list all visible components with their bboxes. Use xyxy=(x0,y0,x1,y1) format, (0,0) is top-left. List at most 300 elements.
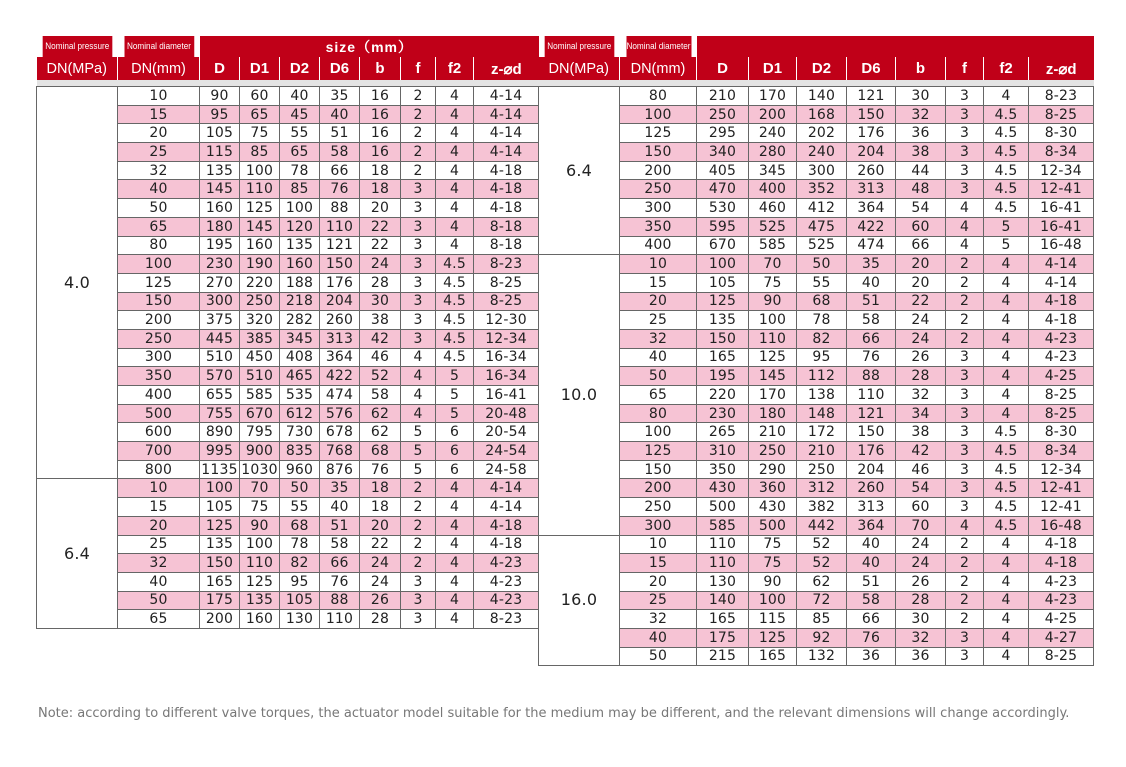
value-cell: 510 xyxy=(240,367,280,386)
value-cell: 45 xyxy=(280,105,320,124)
value-cell: 4 xyxy=(436,498,474,517)
value-cell: 3 xyxy=(946,647,984,666)
value-cell: 68 xyxy=(280,516,320,535)
value-cell: 500 xyxy=(697,498,749,517)
value-cell: 260 xyxy=(320,311,360,330)
value-cell: 75 xyxy=(749,273,797,292)
value-cell: 78 xyxy=(797,311,847,330)
value-cell: 150 xyxy=(847,423,896,442)
value-cell: 4 xyxy=(436,161,474,180)
value-cell: 70 xyxy=(896,516,946,535)
value-cell: 5 xyxy=(436,367,474,386)
value-cell: 85 xyxy=(280,180,320,199)
value-cell: 364 xyxy=(847,199,896,218)
value-cell: 585 xyxy=(697,516,749,535)
diameter-cell: 350 xyxy=(118,367,200,386)
value-cell: 8-23 xyxy=(1029,87,1094,106)
value-cell: 570 xyxy=(200,367,240,386)
value-cell: 172 xyxy=(797,423,847,442)
value-cell: 125 xyxy=(749,628,797,647)
value-cell: 655 xyxy=(200,386,240,405)
left-spec-table xyxy=(36,36,539,629)
value-cell: 90 xyxy=(240,516,280,535)
value-cell: 52 xyxy=(797,554,847,573)
value-cell: 4.5 xyxy=(984,498,1029,517)
value-cell: 430 xyxy=(749,498,797,517)
value-cell: 385 xyxy=(240,329,280,348)
value-cell: 170 xyxy=(749,87,797,106)
value-cell: 16-41 xyxy=(1029,217,1094,236)
value-cell: 54 xyxy=(896,199,946,218)
value-cell: 352 xyxy=(797,180,847,199)
value-cell: 110 xyxy=(320,217,360,236)
value-cell: 22 xyxy=(360,236,401,255)
diameter-cell: 10 xyxy=(118,479,200,498)
value-cell: 168 xyxy=(797,105,847,124)
diameter-cell: 15 xyxy=(620,554,697,573)
value-cell: 876 xyxy=(320,460,360,479)
value-cell: 22 xyxy=(360,217,401,236)
value-cell: 8-25 xyxy=(474,273,539,292)
value-cell: 8-34 xyxy=(1029,442,1094,461)
value-cell: 4 xyxy=(436,143,474,162)
table-row xyxy=(37,479,539,498)
value-cell: 100 xyxy=(280,199,320,218)
value-cell: 412 xyxy=(797,199,847,218)
value-cell: 408 xyxy=(280,348,320,367)
col-header-b: b xyxy=(896,57,946,80)
value-cell: 62 xyxy=(797,572,847,591)
value-cell: 55 xyxy=(280,498,320,517)
value-cell: 2 xyxy=(401,143,436,162)
value-cell: 280 xyxy=(749,143,797,162)
value-cell: 105 xyxy=(697,273,749,292)
table-row xyxy=(539,479,1094,498)
value-cell: 445 xyxy=(200,329,240,348)
value-cell: 4 xyxy=(436,217,474,236)
nominal-diameter-header: Nominal diameter xyxy=(625,36,691,57)
value-cell: 20 xyxy=(896,255,946,274)
diameter-cell: 125 xyxy=(620,124,697,143)
value-cell: 4.5 xyxy=(984,460,1029,479)
value-cell: 422 xyxy=(320,367,360,386)
value-cell: 300 xyxy=(797,161,847,180)
value-cell: 4-18 xyxy=(474,516,539,535)
value-cell: 165 xyxy=(749,647,797,666)
diameter-cell: 40 xyxy=(620,628,697,647)
value-cell: 42 xyxy=(360,329,401,348)
diameter-cell: 65 xyxy=(118,217,200,236)
diameter-cell: 10 xyxy=(118,87,200,106)
value-cell: 4 xyxy=(946,236,984,255)
table-row xyxy=(539,255,1094,274)
value-cell: 115 xyxy=(749,610,797,629)
value-cell: 160 xyxy=(200,199,240,218)
diameter-cell: 25 xyxy=(620,311,697,330)
value-cell: 4.5 xyxy=(984,423,1029,442)
value-cell: 12-41 xyxy=(1029,479,1094,498)
value-cell: 4 xyxy=(436,180,474,199)
value-cell: 76 xyxy=(320,180,360,199)
value-cell: 35 xyxy=(320,479,360,498)
value-cell: 890 xyxy=(200,423,240,442)
value-cell: 4 xyxy=(946,516,984,535)
value-cell: 3 xyxy=(946,628,984,647)
value-cell: 28 xyxy=(360,273,401,292)
value-cell: 4.5 xyxy=(984,180,1029,199)
value-cell: 8-25 xyxy=(1029,404,1094,423)
value-cell: 18 xyxy=(360,479,401,498)
pressure-cell: 10.0 xyxy=(539,255,620,535)
diameter-cell: 150 xyxy=(118,292,200,311)
value-cell: 312 xyxy=(797,479,847,498)
value-cell: 3 xyxy=(946,442,984,461)
value-cell: 4 xyxy=(984,273,1029,292)
value-cell: 4 xyxy=(436,236,474,255)
value-cell: 4-27 xyxy=(1029,628,1094,647)
value-cell: 22 xyxy=(896,292,946,311)
value-cell: 576 xyxy=(320,404,360,423)
diameter-cell: 200 xyxy=(118,311,200,330)
value-cell: 3 xyxy=(401,236,436,255)
col-header-b: b xyxy=(360,57,401,80)
value-cell: 46 xyxy=(360,348,401,367)
value-cell: 24 xyxy=(360,554,401,573)
diameter-cell: 32 xyxy=(620,610,697,629)
value-cell: 835 xyxy=(280,442,320,461)
value-cell: 40 xyxy=(280,87,320,106)
value-cell: 5 xyxy=(436,404,474,423)
value-cell: 120 xyxy=(280,217,320,236)
col-header-D6: D6 xyxy=(320,57,360,80)
value-cell: 135 xyxy=(240,591,280,610)
value-cell: 190 xyxy=(240,255,280,274)
right-spec-table xyxy=(538,36,1094,666)
value-cell: 8-18 xyxy=(474,236,539,255)
value-cell: 24 xyxy=(896,535,946,554)
diameter-cell: 25 xyxy=(118,535,200,554)
value-cell: 2 xyxy=(946,311,984,330)
value-cell: 2 xyxy=(946,572,984,591)
table-row xyxy=(539,554,1094,573)
value-cell: 24 xyxy=(896,329,946,348)
diameter-cell: 25 xyxy=(118,143,200,162)
diameter-cell: 400 xyxy=(118,386,200,405)
value-cell: 30 xyxy=(896,87,946,106)
value-cell: 220 xyxy=(240,273,280,292)
diameter-cell: 150 xyxy=(620,143,697,162)
diameter-cell: 250 xyxy=(620,498,697,517)
value-cell: 50 xyxy=(797,255,847,274)
value-cell: 170 xyxy=(749,386,797,405)
value-cell: 345 xyxy=(280,329,320,348)
value-cell: 4-25 xyxy=(1029,610,1094,629)
col-header-D6: D6 xyxy=(847,57,896,80)
value-cell: 755 xyxy=(200,404,240,423)
value-cell: 405 xyxy=(697,161,749,180)
diameter-cell: 20 xyxy=(118,516,200,535)
table-row xyxy=(539,647,1094,666)
value-cell: 66 xyxy=(847,610,896,629)
value-cell: 320 xyxy=(240,311,280,330)
value-cell: 3 xyxy=(946,479,984,498)
value-cell: 180 xyxy=(200,217,240,236)
value-cell: 16 xyxy=(360,105,401,124)
diameter-cell: 125 xyxy=(620,442,697,461)
table-row xyxy=(539,367,1094,386)
value-cell: 40 xyxy=(847,535,896,554)
value-cell: 450 xyxy=(240,348,280,367)
table-row xyxy=(539,311,1094,330)
value-cell: 65 xyxy=(280,143,320,162)
value-cell: 6 xyxy=(436,442,474,461)
value-cell: 4 xyxy=(984,554,1029,573)
value-cell: 202 xyxy=(797,124,847,143)
value-cell: 52 xyxy=(360,367,401,386)
value-cell: 995 xyxy=(200,442,240,461)
value-cell: 5 xyxy=(401,442,436,461)
table-row xyxy=(539,404,1094,423)
value-cell: 8-25 xyxy=(1029,647,1094,666)
value-cell: 50 xyxy=(280,479,320,498)
value-cell: 90 xyxy=(749,572,797,591)
value-cell: 3 xyxy=(946,180,984,199)
value-cell: 3 xyxy=(401,292,436,311)
table-row xyxy=(539,516,1094,535)
value-cell: 2 xyxy=(946,591,984,610)
diameter-cell: 80 xyxy=(118,236,200,255)
value-cell: 145 xyxy=(240,217,280,236)
value-cell: 30 xyxy=(896,610,946,629)
value-cell: 250 xyxy=(797,460,847,479)
value-cell: 24-58 xyxy=(474,460,539,479)
value-cell: 36 xyxy=(896,124,946,143)
diameter-cell: 125 xyxy=(118,273,200,292)
value-cell: 100 xyxy=(749,591,797,610)
value-cell: 66 xyxy=(847,329,896,348)
value-cell: 3 xyxy=(401,255,436,274)
value-cell: 678 xyxy=(320,423,360,442)
value-cell: 4 xyxy=(984,329,1029,348)
value-cell: 51 xyxy=(320,124,360,143)
value-cell: 345 xyxy=(749,161,797,180)
value-cell: 4-14 xyxy=(1029,255,1094,274)
value-cell: 510 xyxy=(200,348,240,367)
value-cell: 90 xyxy=(749,292,797,311)
value-cell: 2 xyxy=(946,292,984,311)
value-cell: 18 xyxy=(360,498,401,517)
value-cell: 3 xyxy=(401,217,436,236)
value-cell: 340 xyxy=(697,143,749,162)
value-cell: 260 xyxy=(847,479,896,498)
diameter-cell: 300 xyxy=(620,199,697,218)
diameter-cell: 10 xyxy=(620,535,697,554)
value-cell: 313 xyxy=(847,180,896,199)
value-cell: 148 xyxy=(797,404,847,423)
value-cell: 58 xyxy=(360,386,401,405)
value-cell: 3 xyxy=(946,348,984,367)
value-cell: 360 xyxy=(749,479,797,498)
value-cell: 4-23 xyxy=(1029,329,1094,348)
value-cell: 382 xyxy=(797,498,847,517)
value-cell: 4-14 xyxy=(474,143,539,162)
value-cell: 295 xyxy=(697,124,749,143)
value-cell: 16-34 xyxy=(474,367,539,386)
value-cell: 3 xyxy=(946,124,984,143)
left-table-body xyxy=(37,87,539,629)
value-cell: 20 xyxy=(360,516,401,535)
value-cell: 140 xyxy=(697,591,749,610)
value-cell: 16-34 xyxy=(474,348,539,367)
value-cell: 24 xyxy=(896,311,946,330)
value-cell: 12-30 xyxy=(474,311,539,330)
value-cell: 1030 xyxy=(241,461,278,478)
value-cell: 210 xyxy=(697,87,749,106)
value-cell: 115 xyxy=(200,143,240,162)
value-cell: 8-30 xyxy=(1029,423,1094,442)
value-cell: 38 xyxy=(360,311,401,330)
value-cell: 4 xyxy=(436,199,474,218)
value-cell: 160 xyxy=(240,610,280,629)
value-cell: 2 xyxy=(401,516,436,535)
nominal-diameter-header: Nominal diameter xyxy=(123,36,194,57)
value-cell: 135 xyxy=(200,161,240,180)
value-cell: 82 xyxy=(797,329,847,348)
value-cell: 290 xyxy=(749,460,797,479)
value-cell: 145 xyxy=(200,180,240,199)
diameter-cell: 500 xyxy=(118,404,200,423)
value-cell: 138 xyxy=(797,386,847,405)
value-cell: 4.5 xyxy=(984,442,1029,461)
value-cell: 4-18 xyxy=(474,161,539,180)
value-cell: 612 xyxy=(280,404,320,423)
value-cell: 125 xyxy=(240,572,280,591)
value-cell: 150 xyxy=(847,105,896,124)
value-cell: 121 xyxy=(847,87,896,106)
value-cell: 95 xyxy=(797,348,847,367)
diameter-cell: 80 xyxy=(620,87,697,106)
value-cell: 105 xyxy=(280,591,320,610)
value-cell: 3 xyxy=(946,498,984,517)
col-header-D2: D2 xyxy=(280,57,320,80)
value-cell: 2 xyxy=(401,535,436,554)
value-cell: 135 xyxy=(200,535,240,554)
value-cell: 66 xyxy=(320,161,360,180)
value-cell: 92 xyxy=(797,628,847,647)
value-cell: 768 xyxy=(320,442,360,461)
value-cell: 3 xyxy=(401,311,436,330)
diameter-cell: 200 xyxy=(620,161,697,180)
value-cell: 78 xyxy=(280,535,320,554)
value-cell: 46 xyxy=(896,460,946,479)
value-cell: 4-14 xyxy=(1029,273,1094,292)
table-row xyxy=(539,572,1094,591)
diameter-cell: 40 xyxy=(118,180,200,199)
diameter-cell: 50 xyxy=(118,591,200,610)
value-cell: 4 xyxy=(436,87,474,106)
value-cell: 422 xyxy=(847,217,896,236)
value-cell: 230 xyxy=(200,255,240,274)
value-cell: 132 xyxy=(797,647,847,666)
value-cell: 282 xyxy=(280,311,320,330)
value-cell: 4 xyxy=(984,367,1029,386)
value-cell: 474 xyxy=(320,386,360,405)
value-cell: 125 xyxy=(749,348,797,367)
value-cell: 4-18 xyxy=(474,535,539,554)
value-cell: 18 xyxy=(360,161,401,180)
diameter-cell: 80 xyxy=(620,404,697,423)
col-header-D: D xyxy=(697,57,749,80)
value-cell: 58 xyxy=(847,311,896,330)
value-cell: 4-18 xyxy=(474,180,539,199)
value-cell: 2 xyxy=(401,105,436,124)
value-cell: 4 xyxy=(984,404,1029,423)
value-cell: 430 xyxy=(697,479,749,498)
value-cell: 3 xyxy=(401,591,436,610)
table-row xyxy=(539,273,1094,292)
value-cell: 270 xyxy=(200,273,240,292)
value-cell: 36 xyxy=(896,647,946,666)
value-cell: 535 xyxy=(280,386,320,405)
value-cell: 16-41 xyxy=(474,386,539,405)
value-cell: 75 xyxy=(749,554,797,573)
value-cell: 110 xyxy=(847,386,896,405)
table-row xyxy=(539,105,1094,124)
value-cell: 32 xyxy=(896,105,946,124)
value-cell: 730 xyxy=(280,423,320,442)
value-cell: 40 xyxy=(847,554,896,573)
diameter-cell: 20 xyxy=(620,572,697,591)
table-row xyxy=(539,386,1094,405)
value-cell: 195 xyxy=(200,236,240,255)
value-cell: 55 xyxy=(797,273,847,292)
diameter-cell: 20 xyxy=(118,124,200,143)
value-cell: 4 xyxy=(436,591,474,610)
value-cell: 4.5 xyxy=(984,161,1029,180)
value-cell: 230 xyxy=(697,404,749,423)
value-cell: 65 xyxy=(240,105,280,124)
value-cell: 215 xyxy=(697,647,749,666)
col-header-f: f xyxy=(946,57,984,80)
value-cell: 795 xyxy=(240,423,280,442)
value-cell: 110 xyxy=(320,610,360,629)
value-cell: 60 xyxy=(896,498,946,517)
col-header-bolts: z-⌀d xyxy=(1029,57,1094,80)
value-cell: 40 xyxy=(320,105,360,124)
value-cell: 16 xyxy=(360,87,401,106)
value-cell: 5 xyxy=(436,386,474,405)
value-cell: 3 xyxy=(946,87,984,106)
value-cell: 75 xyxy=(240,124,280,143)
table-row xyxy=(539,236,1094,255)
value-cell: 364 xyxy=(847,516,896,535)
value-cell: 240 xyxy=(749,124,797,143)
value-cell: 4 xyxy=(984,535,1029,554)
value-cell: 4 xyxy=(984,647,1029,666)
value-cell: 58 xyxy=(847,591,896,610)
value-cell: 76 xyxy=(320,572,360,591)
value-cell: 110 xyxy=(240,554,280,573)
value-cell: 51 xyxy=(847,292,896,311)
value-cell: 585 xyxy=(749,236,797,255)
value-cell: 135 xyxy=(697,311,749,330)
value-cell: 100 xyxy=(749,311,797,330)
value-cell: 2 xyxy=(946,535,984,554)
value-cell: 176 xyxy=(847,124,896,143)
value-cell: 4.5 xyxy=(436,348,474,367)
value-cell: 3 xyxy=(946,423,984,442)
value-cell: 24-54 xyxy=(474,442,539,461)
